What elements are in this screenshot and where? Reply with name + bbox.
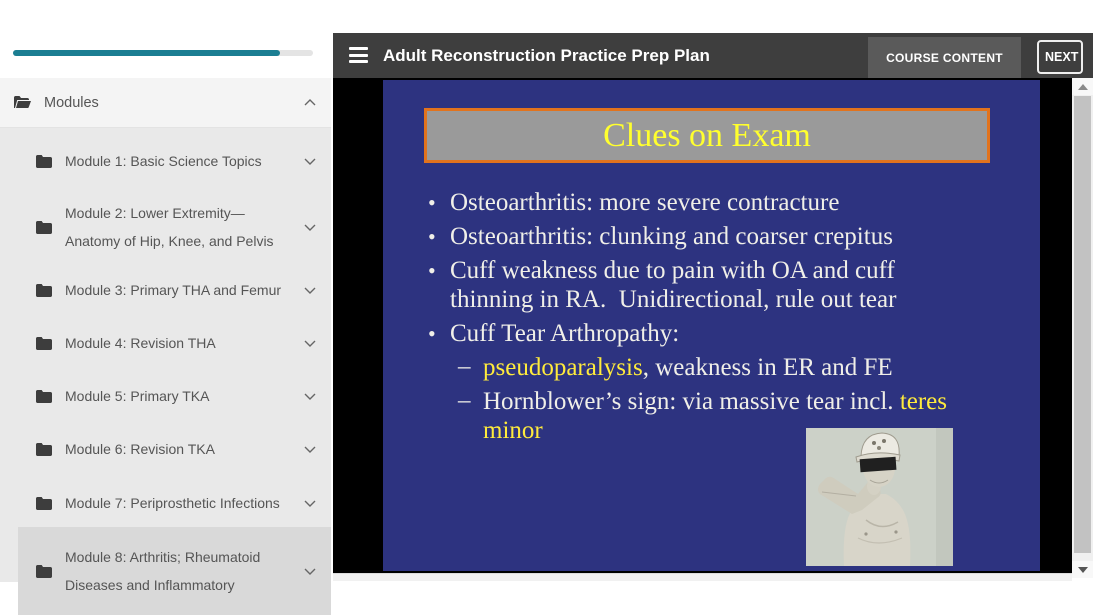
course-progress-fill [13, 50, 280, 56]
menu-icon[interactable] [349, 47, 368, 63]
folder-icon [36, 155, 52, 168]
module-label: Module 6: Revision TKA [65, 441, 215, 457]
chevron-down-icon [304, 500, 316, 507]
slide-bullet: • Cuff Tear Arthropathy: [428, 319, 1028, 348]
sidebar-item-module-7[interactable] [0, 483, 331, 523]
slide-bullet: • Osteoarthritis: clunking and coarser crepitus [428, 222, 1028, 251]
folder-icon [36, 390, 52, 403]
course-content-button[interactable]: COURSE CONTENT [868, 37, 1021, 78]
slide-sub-bullet: – pseudoparalysis, weakness in ER and FE [428, 353, 1028, 382]
slide-bullet: • Osteoarthritis: more severe contracture [428, 188, 1028, 217]
folder-icon [36, 337, 52, 350]
player-bottom-strip [333, 573, 1072, 581]
slide-title-box [424, 108, 990, 163]
module-label: Module 3: Primary THA and Femur [65, 282, 282, 298]
sidebar-item-module-6[interactable] [0, 429, 331, 469]
scrollbar-thumb[interactable] [1074, 96, 1091, 553]
folder-icon [36, 443, 52, 456]
slide-title: Clues on Exam [603, 116, 811, 154]
sidebar-item-module-4[interactable] [0, 323, 331, 363]
sidebar [0, 0, 331, 593]
folder-icon [36, 221, 52, 234]
slide-sub-bullet: – Hornblower’s sign: via massive tear incl. teres minor [428, 387, 1028, 445]
chevron-down-icon [304, 446, 316, 453]
sidebar-item-module-8[interactable] [18, 527, 331, 615]
module-list [0, 128, 331, 593]
folder-icon [36, 565, 52, 578]
chevron-down-icon [304, 568, 316, 575]
sidebar-item-module-5[interactable] [0, 376, 331, 416]
modules-header[interactable] [0, 78, 331, 128]
slide-bullet-list [428, 188, 1028, 450]
lesson-header [333, 33, 1093, 78]
folder-icon [36, 284, 52, 297]
module-label: Module 5: Primary TKA [65, 388, 210, 404]
chevron-down-icon [304, 340, 316, 347]
next-button[interactable]: NEXT [1037, 40, 1083, 74]
chevron-down-icon [304, 287, 316, 294]
sidebar-item-module-2[interactable] [0, 196, 331, 258]
scroll-down-icon[interactable] [1072, 561, 1093, 578]
module-label: Module 7: Periprosthetic Infections [65, 495, 280, 511]
chevron-up-icon [304, 99, 316, 106]
scroll-up-icon[interactable] [1072, 78, 1093, 95]
chevron-down-icon [304, 224, 316, 231]
slide [383, 80, 1040, 571]
module-label: Module 8: Arthritis; Rheumatoid Diseases and Inflammatory [65, 549, 261, 593]
slide-player [333, 78, 1072, 573]
module-label: Module 4: Revision THA [65, 335, 216, 351]
slide-bullet: • Cuff weakness due to pain with OA and cuff thinning in RA. Unidirectional, rule out tear [428, 256, 1028, 314]
module-label: Module 1: Basic Science Topics [65, 153, 262, 169]
sidebar-item-module-1[interactable] [0, 141, 331, 181]
chevron-down-icon [304, 158, 316, 165]
sidebar-item-module-3[interactable] [0, 270, 331, 310]
module-label: Module 2: Lower Extremity— Anatomy of Hip, Knee, and Pelvis [65, 205, 274, 249]
lesson-title: Adult Reconstruction Practice Prep Plan [383, 46, 710, 65]
course-progress-bar [13, 50, 313, 56]
folder-icon [36, 497, 52, 510]
vertical-scrollbar[interactable] [1072, 78, 1093, 578]
hornblower-sign-photo [806, 428, 953, 566]
chevron-down-icon [304, 393, 316, 400]
modules-header-label: Modules [44, 94, 99, 111]
folder-open-icon [14, 96, 31, 110]
